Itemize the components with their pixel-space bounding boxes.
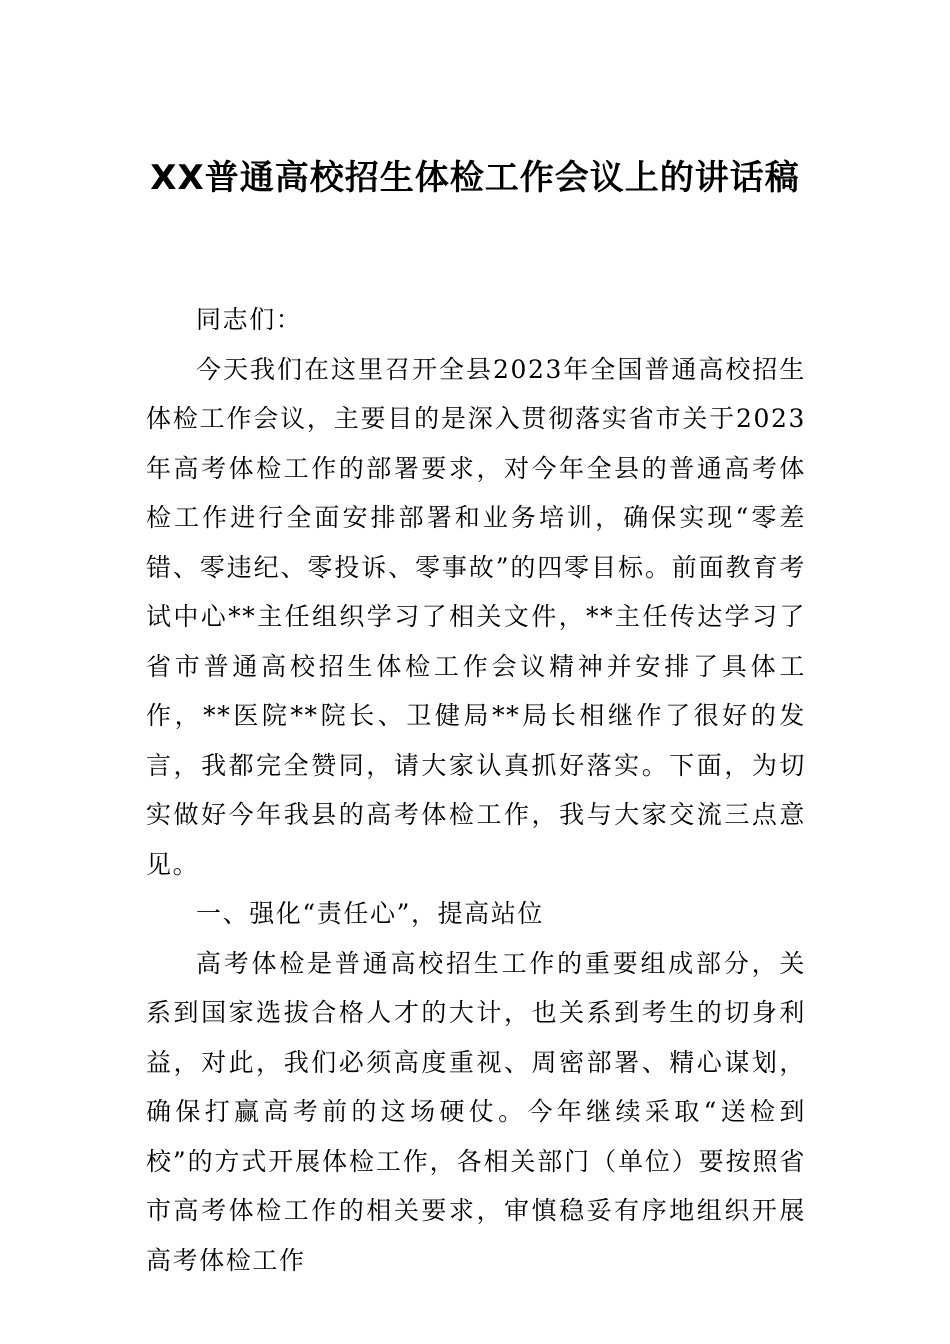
section-paragraph: 高考体检是普通高校招生工作的重要组成部分，关系到国家选拔合格人才的大计，也关系到考生的切身利益，对此，我们必须高度重视、周密部署、精心谋划，确保打赢高考前的这场硬仗。今年继续采取“送检到校”的方式开展体检工作，各相关部门（单位）要按照省市高考体检工作的相关要求，审慎稳妥有序地组织开展高考体检工作 [146,948,806,1275]
intro-paragraph: 今天我们在这里召开全县2023年全国普通高校招生体检工作会议，主要目的是深入贯彻落实省市关于2023年高考体检工作的部署要求，对今年全县的普通高考体检工作进行全面安排部署和业务培训，确保实现“零差错、零违纪、零投诉、零事故”的四零目标。前面教育考试中心**主任组织学习了相关文件，**主任传达学习了省市普通高校招生体检工作会议精神并安排了具体工作，**医院**院长、卫健局**局长相继作了很好的发言，我都完全赞同，请大家认真抓好落实。下面，为切实做好今年我县的高考体检工作，我与大家交流三点意见。 [146,354,806,879]
salutation-paragraph: 同志们： [196,305,303,334]
section-heading: 一、强化“责任心”，提高站位 [196,899,544,928]
document-title: XX普通高校招生体检工作会议上的讲话稿 [150,158,800,198]
document-body [146,295,806,1285]
